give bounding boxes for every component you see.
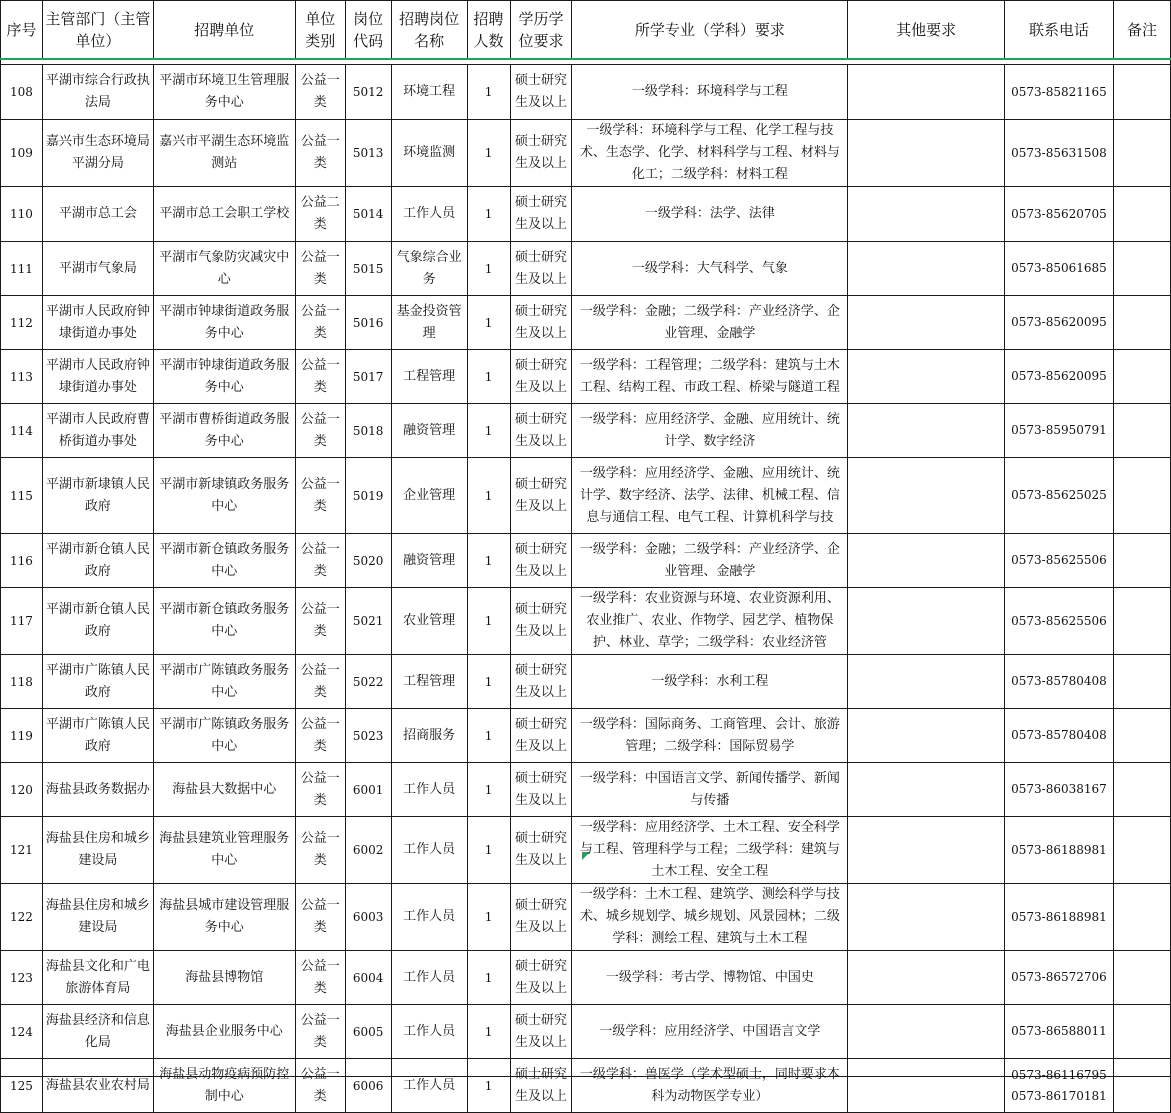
cell-dept[interactable]: 平湖市新仓镇人民政府 xyxy=(42,534,153,588)
cell-other[interactable] xyxy=(848,884,1005,951)
header-unit[interactable]: 招聘单位 xyxy=(153,1,295,60)
table-row xyxy=(1,588,1171,655)
cell-dept[interactable]: 海盐县文化和广电旅游体育局 xyxy=(42,951,153,1005)
cell-unit-type[interactable]: 公益一类 xyxy=(295,763,345,817)
cell-post-code[interactable]: 5013 xyxy=(345,120,391,187)
cell-count[interactable]: 1 xyxy=(467,404,510,458)
cell-unit[interactable]: 海盐县大数据中心 xyxy=(153,763,295,817)
cell-post-code[interactable]: 5023 xyxy=(345,709,391,763)
phone-text: 0573-86188981 xyxy=(1011,909,1107,924)
major-text: 一级学科：农业资源与环境、农业资源利用、农业推广、农业、作物学、园艺学、植物保护、林业、草学；二级学科：农业经济管 xyxy=(579,591,840,650)
cell-phone[interactable] xyxy=(1005,187,1114,242)
cell-edu[interactable]: 硕士研究生及以上 xyxy=(510,404,572,458)
cell-major[interactable] xyxy=(572,187,848,242)
cell-dept[interactable]: 海盐县农业农村局 xyxy=(42,1059,153,1113)
cell-other[interactable] xyxy=(848,458,1005,534)
table-row xyxy=(1,1005,1171,1059)
cell-major[interactable] xyxy=(572,655,848,709)
cell-seq[interactable]: 121 xyxy=(1,817,43,884)
cell-unit-type[interactable]: 公益一类 xyxy=(295,350,345,404)
cell-remark[interactable] xyxy=(1113,458,1170,534)
cell-edu[interactable]: 硕士研究生及以上 xyxy=(510,588,572,655)
cell-post-name[interactable]: 融资管理 xyxy=(391,404,467,458)
cell-post-code[interactable]: 6001 xyxy=(345,763,391,817)
cell-unit-type[interactable]: 公益一类 xyxy=(295,404,345,458)
phone-text: 0573-85780408 xyxy=(1011,728,1107,742)
cell-major[interactable] xyxy=(572,709,848,763)
cell-major[interactable] xyxy=(572,534,848,588)
phone-text: 0573-86116795 xyxy=(1011,1067,1107,1082)
cell-other[interactable] xyxy=(848,1059,1005,1113)
cell-unit[interactable]: 平湖市曹桥街道政务服务中心 xyxy=(153,404,295,458)
cell-unit[interactable]: 海盐县建筑业管理服务中心 xyxy=(153,817,295,884)
cell-unit[interactable]: 海盐县企业服务中心 xyxy=(153,1005,295,1059)
phone-text: 0573-85620705 xyxy=(1011,206,1107,221)
cell-edu[interactable]: 硕士研究生及以上 xyxy=(510,1059,572,1113)
cell-unit-type[interactable]: 公益一类 xyxy=(295,655,345,709)
cell-count[interactable]: 1 xyxy=(467,763,510,817)
cell-other[interactable] xyxy=(848,120,1005,187)
cell-remark[interactable] xyxy=(1113,1059,1170,1113)
cell-phone[interactable] xyxy=(1005,588,1114,655)
major-text: 一级学科：应用经济学、土木工程、安全科学与工程、管理科学与工程；二级学科：建筑与土木工程、安全工程 xyxy=(579,820,840,879)
major-text: 一级学科：中国语言文学、新闻传播学、新闻与传播 xyxy=(579,770,840,808)
table-row xyxy=(1,187,1171,242)
major-text: 一级学科：环境科学与工程 xyxy=(631,84,788,99)
cell-post-code[interactable]: 5021 xyxy=(345,588,391,655)
cell-remark[interactable] xyxy=(1113,65,1170,120)
cell-count[interactable]: 1 xyxy=(467,534,510,588)
phone-text: 0573-85625506 xyxy=(1011,613,1107,628)
cell-dept[interactable]: 平湖市广陈镇人民政府 xyxy=(42,655,153,709)
cell-unit[interactable]: 海盐县动物疫病预防控制中心 xyxy=(153,1059,295,1113)
cell-dept[interactable]: 海盐县政务数据办 xyxy=(42,763,153,817)
phone-text: 0573-85631508 xyxy=(1011,145,1107,160)
cell-seq[interactable]: 110 xyxy=(1,187,43,242)
cell-seq[interactable]: 125 xyxy=(1,1059,43,1113)
cell-edu[interactable]: 硕士研究生及以上 xyxy=(510,763,572,817)
cell-remark[interactable] xyxy=(1113,655,1170,709)
phone-text: 0573-85620095 xyxy=(1011,369,1107,383)
cell-post-code[interactable]: 5015 xyxy=(345,242,391,296)
cell-unit[interactable]: 平湖市新仓镇政务服务中心 xyxy=(153,534,295,588)
phone-text: 0573-85821165 xyxy=(1011,84,1107,99)
cell-unit[interactable]: 平湖市广陈镇政务服务中心 xyxy=(153,709,295,763)
major-text: 一级学科：大气科学、气象 xyxy=(631,260,788,276)
cell-phone[interactable] xyxy=(1005,120,1114,187)
cell-phone[interactable] xyxy=(1005,65,1114,120)
phone-text: 0573-85625506 xyxy=(1011,553,1107,567)
cell-dept[interactable]: 平湖市新埭镇人民政府 xyxy=(42,458,153,534)
cell-post-name[interactable]: 融资管理 xyxy=(391,534,467,588)
cell-edu[interactable]: 硕士研究生及以上 xyxy=(510,458,572,534)
cell-unit[interactable]: 平湖市新埭镇政务服务中心 xyxy=(153,458,295,534)
cell-seq[interactable]: 122 xyxy=(1,884,43,951)
major-text: 一级学科：兽医学（学术型硕士，同时要求本科为动物医学专业） xyxy=(579,1066,840,1104)
cell-seq[interactable]: 118 xyxy=(1,655,43,709)
cell-count[interactable]: 1 xyxy=(467,884,510,951)
major-text: 一级学科：应用经济学、金融、应用统计、统计学、数字经济 xyxy=(579,411,840,449)
cell-remark[interactable] xyxy=(1113,242,1170,296)
header-phone[interactable]: 联系电话 xyxy=(1005,1,1114,60)
cell-edu[interactable]: 硕士研究生及以上 xyxy=(510,709,572,763)
cell-dept[interactable]: 嘉兴市生态环境局平湖分局 xyxy=(42,120,153,187)
cell-count[interactable]: 1 xyxy=(467,350,510,404)
cell-remark[interactable] xyxy=(1113,709,1170,763)
cell-edu[interactable]: 硕士研究生及以上 xyxy=(510,120,572,187)
cell-dept[interactable]: 平湖市人民政府曹桥街道办事处 xyxy=(42,404,153,458)
table-row xyxy=(1,763,1171,817)
cell-seq[interactable]: 116 xyxy=(1,534,43,588)
cell-major[interactable] xyxy=(572,763,848,817)
table-row xyxy=(1,458,1171,534)
phone-text: 0573-86188981 xyxy=(1011,842,1107,857)
cell-phone[interactable] xyxy=(1005,242,1114,296)
header-dept[interactable]: 主管部门（主管单位） xyxy=(42,1,153,60)
cell-phone[interactable] xyxy=(1005,458,1114,534)
cell-unit[interactable]: 平湖市钟埭街道政务服务中心 xyxy=(153,296,295,350)
cell-phone[interactable] xyxy=(1005,763,1114,817)
cell-post-name[interactable]: 招商服务 xyxy=(391,709,467,763)
table-row xyxy=(1,350,1171,404)
cell-post-name[interactable]: 气象综合业务 xyxy=(391,242,467,296)
cell-phone[interactable] xyxy=(1005,1059,1114,1113)
cell-other[interactable] xyxy=(848,404,1005,458)
cell-major[interactable] xyxy=(572,884,848,951)
cell-remark[interactable] xyxy=(1113,296,1170,350)
phone-text-secondary: 0573-86170181 xyxy=(1011,1088,1107,1103)
cell-dept[interactable]: 平湖市气象局 xyxy=(42,242,153,296)
header-remark[interactable]: 备注 xyxy=(1113,1,1170,60)
comment-indicator-icon xyxy=(582,852,590,860)
cell-seq[interactable]: 112 xyxy=(1,296,43,350)
cell-count[interactable]: 1 xyxy=(467,817,510,884)
cell-count[interactable]: 1 xyxy=(467,1059,510,1113)
cell-major[interactable] xyxy=(572,458,848,534)
cell-seq[interactable]: 111 xyxy=(1,242,43,296)
cell-unit-type[interactable]: 公益一类 xyxy=(295,242,345,296)
phone-text: 0573-85950791 xyxy=(1011,423,1107,437)
cell-edu[interactable]: 硕士研究生及以上 xyxy=(510,242,572,296)
cell-unit-type[interactable]: 公益一类 xyxy=(295,588,345,655)
cell-unit-type[interactable]: 公益一类 xyxy=(295,120,345,187)
cell-count[interactable]: 1 xyxy=(467,709,510,763)
major-text: 一级学科：土木工程、建筑学、测绘科学与技术、城乡规划学、城乡规划、风景园林；二级学科：测绘工程、建筑与土木工程 xyxy=(579,887,840,946)
cell-edu[interactable]: 硕士研究生及以上 xyxy=(510,884,572,951)
cell-post-name[interactable]: 工作人员 xyxy=(391,884,467,951)
cell-phone[interactable] xyxy=(1005,296,1114,350)
cell-unit-type[interactable]: 公益二类 xyxy=(295,187,345,242)
cell-post-name[interactable]: 农业管理 xyxy=(391,588,467,655)
cell-unit[interactable]: 海盐县博物馆 xyxy=(153,951,295,1005)
cell-major[interactable] xyxy=(572,1059,848,1113)
table-row xyxy=(1,296,1171,350)
cell-unit[interactable]: 平湖市广陈镇政务服务中心 xyxy=(153,655,295,709)
major-text: 一级学科：工程管理；二级学科：建筑与土木工程、结构工程、市政工程、桥梁与隧道工程 xyxy=(579,357,840,395)
cell-remark[interactable] xyxy=(1113,763,1170,817)
cell-dept[interactable]: 平湖市人民政府钟埭街道办事处 xyxy=(42,296,153,350)
cell-unit-type[interactable]: 公益一类 xyxy=(295,296,345,350)
phone-text: 0573-85780408 xyxy=(1011,674,1107,688)
cell-phone[interactable] xyxy=(1005,655,1114,709)
cell-remark[interactable] xyxy=(1113,534,1170,588)
cell-count[interactable]: 1 xyxy=(467,951,510,1005)
header-other[interactable]: 其他要求 xyxy=(848,1,1005,60)
cell-edu[interactable]: 硕士研究生及以上 xyxy=(510,350,572,404)
cell-unit-type[interactable]: 公益一类 xyxy=(295,1059,345,1113)
cell-unit-type[interactable]: 公益一类 xyxy=(295,1005,345,1059)
cell-unit-type[interactable]: 公益一类 xyxy=(295,951,345,1005)
cell-edu[interactable]: 硕士研究生及以上 xyxy=(510,1005,572,1059)
cell-count[interactable]: 1 xyxy=(467,187,510,242)
header-row xyxy=(1,1,1171,60)
cell-post-name[interactable]: 工作人员 xyxy=(391,1059,467,1113)
table-row xyxy=(1,709,1171,763)
cell-seq[interactable]: 114 xyxy=(1,404,43,458)
table-row xyxy=(1,242,1171,296)
cell-post-code[interactable]: 5014 xyxy=(345,187,391,242)
cell-major[interactable] xyxy=(572,817,848,884)
cell-major[interactable] xyxy=(572,120,848,187)
cell-other[interactable] xyxy=(848,187,1005,242)
table-row xyxy=(1,655,1171,709)
header-post-code[interactable]: 岗位代码 xyxy=(345,1,391,60)
cell-post-name[interactable]: 环境监测 xyxy=(391,120,467,187)
cell-unit-type[interactable]: 公益一类 xyxy=(295,709,345,763)
cell-dept[interactable]: 海盐县经济和信息化局 xyxy=(42,1005,153,1059)
cell-phone[interactable] xyxy=(1005,350,1114,404)
table-row xyxy=(1,404,1171,458)
cell-post-name[interactable]: 工作人员 xyxy=(391,1005,467,1059)
cell-major[interactable] xyxy=(572,1005,848,1059)
cell-post-name[interactable]: 基金投资管理 xyxy=(391,296,467,350)
cell-post-code[interactable]: 5019 xyxy=(345,458,391,534)
cell-unit[interactable]: 海盐县城市建设管理服务中心 xyxy=(153,884,295,951)
cell-count[interactable]: 1 xyxy=(467,242,510,296)
cell-count[interactable]: 1 xyxy=(467,1005,510,1059)
frozen-pane-divider xyxy=(0,58,1171,60)
cell-seq[interactable]: 115 xyxy=(1,458,43,534)
cell-remark[interactable] xyxy=(1113,884,1170,951)
cell-edu[interactable]: 硕士研究生及以上 xyxy=(510,951,572,1005)
phone-text: 0573-86038167 xyxy=(1011,782,1107,796)
cell-other[interactable] xyxy=(848,817,1005,884)
cell-major[interactable] xyxy=(572,951,848,1005)
cell-count[interactable]: 1 xyxy=(467,655,510,709)
cell-edu[interactable]: 硕士研究生及以上 xyxy=(510,534,572,588)
header-count[interactable]: 招聘人数 xyxy=(467,1,510,60)
major-text: 一级学科：法学、法律 xyxy=(644,206,775,221)
cell-dept[interactable]: 平湖市综合行政执法局 xyxy=(42,65,153,120)
cell-unit[interactable]: 平湖市新仓镇政务服务中心 xyxy=(153,588,295,655)
cell-major[interactable] xyxy=(572,242,848,296)
header-unit-type[interactable]: 单位类别 xyxy=(295,1,345,60)
cell-post-code[interactable]: 5020 xyxy=(345,534,391,588)
cell-count[interactable]: 1 xyxy=(467,588,510,655)
cell-post-code[interactable]: 5022 xyxy=(345,655,391,709)
cell-other[interactable] xyxy=(848,296,1005,350)
cell-post-code[interactable]: 6006 xyxy=(345,1059,391,1113)
cell-phone[interactable] xyxy=(1005,951,1114,1005)
cell-other[interactable] xyxy=(848,242,1005,296)
phone-text: 0573-86588011 xyxy=(1011,1024,1107,1038)
cell-dept[interactable]: 海盐县住房和城乡建设局 xyxy=(42,817,153,884)
major-text: 一级学科：国际商务、工商管理、会计、旅游管理；二级学科：国际贸易学 xyxy=(579,716,840,754)
cell-unit[interactable]: 平湖市总工会职工学校 xyxy=(153,187,295,242)
phone-text: 0573-86572706 xyxy=(1011,970,1107,984)
cell-seq[interactable]: 124 xyxy=(1,1005,43,1059)
major-text: 一级学科：金融；二级学科：产业经济学、企业管理、金融学 xyxy=(579,541,840,579)
phone-text: 0573-85625025 xyxy=(1011,488,1107,502)
cell-post-name[interactable]: 工作人员 xyxy=(391,763,467,817)
table-row xyxy=(1,884,1171,951)
cell-post-code[interactable]: 5018 xyxy=(345,404,391,458)
cell-count[interactable]: 1 xyxy=(467,120,510,187)
cell-other[interactable] xyxy=(848,350,1005,404)
cell-seq[interactable]: 120 xyxy=(1,763,43,817)
cell-remark[interactable] xyxy=(1113,588,1170,655)
cell-other[interactable] xyxy=(848,951,1005,1005)
cell-post-code[interactable]: 6003 xyxy=(345,884,391,951)
cell-post-code[interactable]: 6004 xyxy=(345,951,391,1005)
cell-seq[interactable]: 123 xyxy=(1,951,43,1005)
cell-count[interactable]: 1 xyxy=(467,296,510,350)
cell-remark[interactable] xyxy=(1113,350,1170,404)
header-edu[interactable]: 学历学位要求 xyxy=(510,1,572,60)
cell-remark[interactable] xyxy=(1113,187,1170,242)
cell-dept[interactable]: 平湖市广陈镇人民政府 xyxy=(42,709,153,763)
table-row xyxy=(1,817,1171,884)
cell-post-code[interactable]: 6002 xyxy=(345,817,391,884)
table-row xyxy=(1,534,1171,588)
cell-post-name[interactable]: 工程管理 xyxy=(391,655,467,709)
cell-dept[interactable]: 海盐县住房和城乡建设局 xyxy=(42,884,153,951)
major-text: 一级学科：水利工程 xyxy=(651,673,769,689)
header-seq[interactable]: 序号 xyxy=(1,1,43,60)
cell-post-code[interactable]: 6005 xyxy=(345,1005,391,1059)
cell-unit-type[interactable]: 公益一类 xyxy=(295,817,345,884)
cell-unit-type[interactable]: 公益一类 xyxy=(295,458,345,534)
cell-phone[interactable] xyxy=(1005,709,1114,763)
cell-unit-type[interactable]: 公益一类 xyxy=(295,65,345,120)
major-text: 一级学科：环境科学与工程、化学工程与技术、生态学、化学、材料科学与工程、材料与化工；二级学科：材料工程 xyxy=(579,123,840,182)
cell-remark[interactable] xyxy=(1113,120,1170,187)
cell-dept[interactable]: 平湖市人民政府钟埭街道办事处 xyxy=(42,350,153,404)
cell-post-name[interactable]: 工作人员 xyxy=(391,817,467,884)
cell-major[interactable] xyxy=(572,350,848,404)
cell-remark[interactable] xyxy=(1113,1005,1170,1059)
cell-seq[interactable]: 113 xyxy=(1,350,43,404)
cell-other[interactable] xyxy=(848,655,1005,709)
cell-post-code[interactable]: 5017 xyxy=(345,350,391,404)
cell-edu[interactable]: 硕士研究生及以上 xyxy=(510,655,572,709)
cell-phone[interactable] xyxy=(1005,404,1114,458)
cell-post-code[interactable]: 5012 xyxy=(345,65,391,120)
cell-major[interactable] xyxy=(572,588,848,655)
table-row xyxy=(1,1059,1171,1113)
cell-post-code[interactable]: 5016 xyxy=(345,296,391,350)
cell-edu[interactable]: 硕士研究生及以上 xyxy=(510,296,572,350)
major-text: 一级学科：应用经济学、金融、应用统计、统计学、数字经济、法学、法律、机械工程、信息与通信工程、电气工程、计算机科学与技 xyxy=(579,465,840,525)
cell-post-name[interactable]: 环境工程 xyxy=(391,65,467,120)
cell-major[interactable] xyxy=(572,404,848,458)
cell-unit[interactable]: 平湖市钟埭街道政务服务中心 xyxy=(153,350,295,404)
cell-remark[interactable] xyxy=(1113,404,1170,458)
cell-major[interactable] xyxy=(572,65,848,120)
cell-phone[interactable] xyxy=(1005,817,1114,884)
cell-major[interactable] xyxy=(572,296,848,350)
cell-seq[interactable]: 117 xyxy=(1,588,43,655)
next-row-border xyxy=(0,1076,1171,1077)
cell-other[interactable] xyxy=(848,709,1005,763)
cell-dept[interactable]: 平湖市总工会 xyxy=(42,187,153,242)
cell-seq[interactable]: 108 xyxy=(1,65,43,120)
header-major[interactable]: 所学专业（学科）要求 xyxy=(572,1,848,60)
cell-post-name[interactable]: 工程管理 xyxy=(391,350,467,404)
cell-other[interactable] xyxy=(848,588,1005,655)
cell-post-name[interactable]: 工作人员 xyxy=(391,951,467,1005)
table-row xyxy=(1,65,1171,120)
cell-phone[interactable] xyxy=(1005,1005,1114,1059)
cell-other[interactable] xyxy=(848,65,1005,120)
cell-edu[interactable]: 硕士研究生及以上 xyxy=(510,817,572,884)
table-row xyxy=(1,120,1171,187)
cell-edu[interactable]: 硕士研究生及以上 xyxy=(510,187,572,242)
cell-unit[interactable]: 嘉兴市平湖生态环境监测站 xyxy=(153,120,295,187)
cell-remark[interactable] xyxy=(1113,951,1170,1005)
cell-unit-type[interactable]: 公益一类 xyxy=(295,884,345,951)
cell-unit[interactable]: 平湖市气象防灾减灾中心 xyxy=(153,242,295,296)
cell-other[interactable] xyxy=(848,763,1005,817)
cell-count[interactable]: 1 xyxy=(467,65,510,120)
cell-post-name[interactable]: 企业管理 xyxy=(391,458,467,534)
cell-phone[interactable] xyxy=(1005,534,1114,588)
phone-text: 0573-85061685 xyxy=(1011,261,1107,275)
cell-edu[interactable]: 硕士研究生及以上 xyxy=(510,65,572,120)
cell-unit[interactable]: 平湖市环境卫生管理服务中心 xyxy=(153,65,295,120)
cell-other[interactable] xyxy=(848,534,1005,588)
cell-remark[interactable] xyxy=(1113,817,1170,884)
major-text: 一级学科：考古学、博物馆、中国史 xyxy=(605,969,814,985)
major-text: 一级学科：金融；二级学科：产业经济学、企业管理、金融学 xyxy=(579,303,840,341)
cell-phone[interactable] xyxy=(1005,884,1114,951)
cell-dept[interactable]: 平湖市新仓镇人民政府 xyxy=(42,588,153,655)
table-row xyxy=(1,951,1171,1005)
header-post-name[interactable]: 招聘岗位名称 xyxy=(391,1,467,60)
cell-other[interactable] xyxy=(848,1005,1005,1059)
cell-seq[interactable]: 119 xyxy=(1,709,43,763)
cell-seq[interactable]: 109 xyxy=(1,120,43,187)
cell-unit-type[interactable]: 公益一类 xyxy=(295,534,345,588)
cell-post-name[interactable]: 工作人员 xyxy=(391,187,467,242)
phone-text: 0573-85620095 xyxy=(1011,315,1107,329)
cell-count[interactable]: 1 xyxy=(467,458,510,534)
major-text: 一级学科：应用经济学、中国语言文学 xyxy=(599,1023,821,1039)
